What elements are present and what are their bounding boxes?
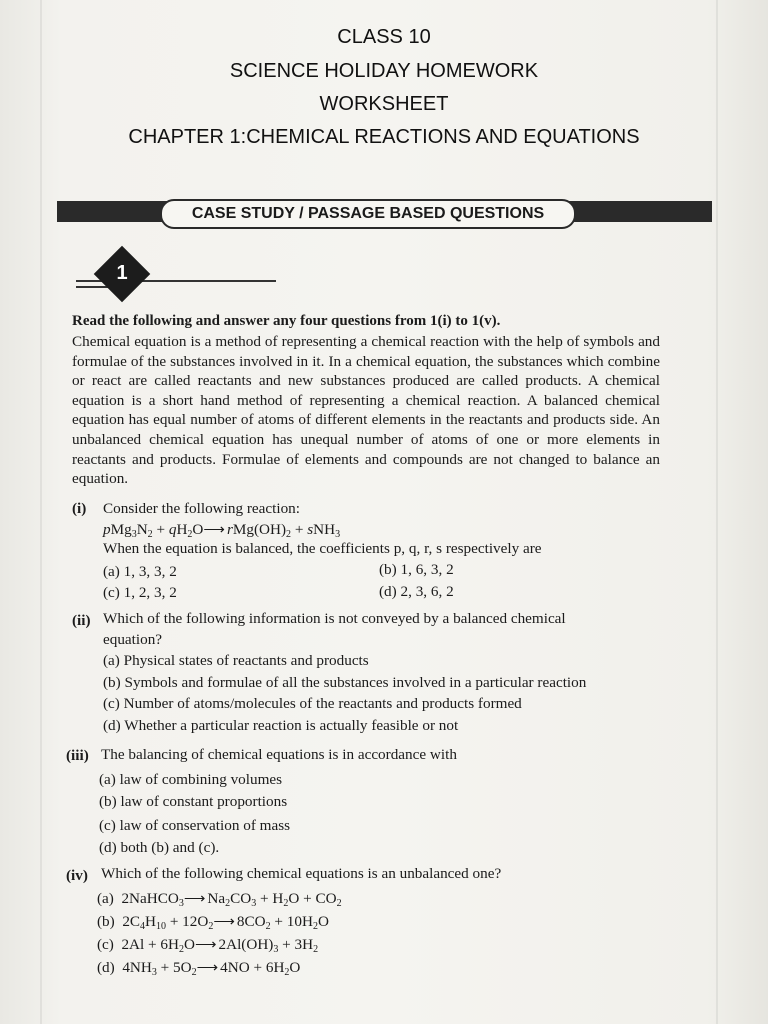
question-2-text: Which of the following information is not conveyed by a balanced chemical: [103, 610, 566, 627]
question-3-option-a: (a) law of combining volumes: [99, 771, 283, 788]
question-2-option-b: (b) Symbols and formulae of all the substances involved in a particular reaction: [103, 674, 587, 691]
question-1-text: Consider the following reaction:: [103, 500, 300, 517]
question-2-text-cont: equation?: [103, 631, 163, 648]
page-fold-left: [40, 0, 42, 1024]
header-chapter: CHAPTER 1:CHEMICAL REACTIONS AND EQUATIONS: [128, 126, 640, 148]
question-4-option-d-label: (d): [97, 959, 115, 976]
question-4-option-a: (a) 2NaHCO$_3$⟶ $Na_2CO_3 + H_2O + CO_2$: [97, 890, 342, 909]
question-1-number: (i): [72, 500, 87, 517]
passage-text: Chemical equation is a method of representing a chemical reaction with the help of symbols and formulae of the substances involved in it. In a chemical equation, the substances which combine or react are called reactants and new substances produced are called products. A chemical equation is a short hand method of representing a chemical reaction. A balanced chemical equation has equal number of atoms of different elements in the reactants and products side. An unbalanced chemical equation has unequal number of atoms of one or more elements in reactants and products. Formulae of elements and compounds are not changed to balance an equation.: [72, 333, 660, 488]
question-1-text-2: When the equation is balanced, the coefficients p, q, r, s respectively are: [103, 540, 542, 557]
question-1-option-d: (d) 2, 3, 6, 2: [379, 583, 454, 600]
question-1-equation: $pMg_3N_2$ + $qH_2O⟶$ $rMg(OH)_2 + sNH_3$: [103, 521, 341, 540]
question-3-option-d: (d) both (b) and (c).: [99, 839, 220, 856]
question-4-text: Which of the following chemical equations is an unbalanced one?: [101, 865, 502, 882]
question-4-option-d: (d) $4NH_3$ + $5O_2⟶$ $4NO + 6H_2O$: [97, 959, 301, 978]
instruction-text: Read the following and answer any four questions from 1(i) to 1(v).: [72, 313, 501, 329]
question-2-option-a: (a) Physical states of reactants and products: [103, 652, 369, 669]
question-2-option-c: (c) Number of atoms/molecules of the reactants and products formed: [103, 695, 522, 712]
question-3-option-c: (c) law of conservation of mass: [99, 817, 291, 834]
question-4-option-b: (b) $2C_4H_{10}$ + $12O_2⟶$ $8CO_2 + 10H_2O$: [97, 913, 329, 932]
question-2-option-d: (d) Whether a particular reaction is actually feasible or not: [103, 717, 459, 734]
question-3-text: The balancing of chemical equations is in accordance with: [101, 746, 457, 763]
question-3-option-b: (b) law of constant proportions: [99, 793, 288, 810]
header-class: CLASS 10: [337, 26, 431, 48]
question-1-option-c: (c) 1, 2, 3, 2: [103, 584, 177, 601]
question-4-option-b-label: (b): [97, 913, 115, 930]
question-2-number: (ii): [72, 612, 91, 629]
question-1-option-a: (a) 1, 3, 3, 2: [103, 563, 177, 580]
question-4-option-c: (c) $2Al + 6H_2O⟶$ $2Al(OH)_3 + 3H_2$: [97, 936, 319, 955]
question-4-number: (iv): [66, 867, 88, 884]
page-fold-right: [716, 0, 718, 1024]
header-subject: SCIENCE HOLIDAY HOMEWORK: [229, 60, 539, 82]
question-1-option-b: (b) 1, 6, 3, 2: [379, 561, 454, 578]
question-4-option-c-label: (c): [97, 936, 114, 953]
header-worksheet: WORKSHEET: [319, 93, 449, 115]
case-number: 1: [116, 262, 128, 284]
question-4-option-a-label: (a): [97, 890, 114, 907]
question-3-number: (iii): [66, 747, 89, 764]
section-banner: CASE STUDY / PASSAGE BASED QUESTIONS: [160, 199, 576, 229]
